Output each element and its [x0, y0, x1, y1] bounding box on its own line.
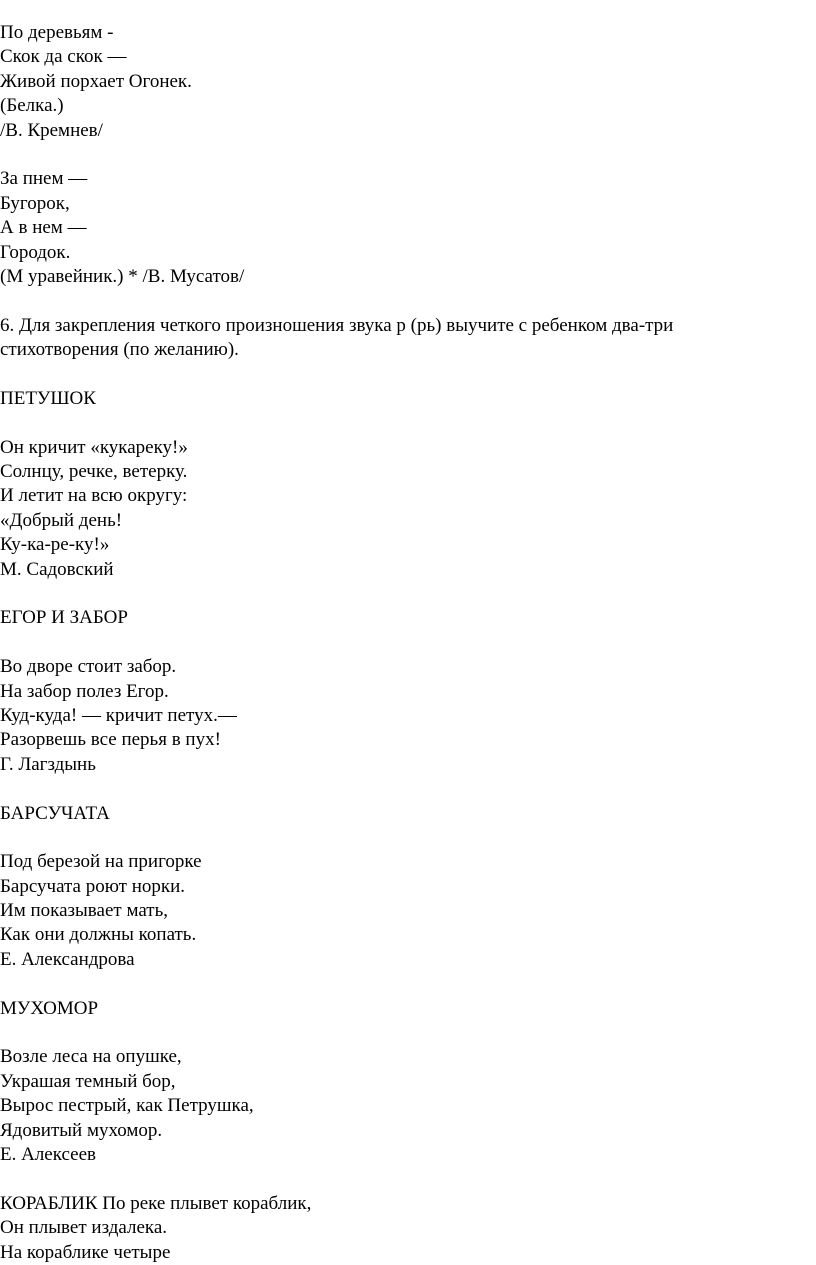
poem-author: Г. Лагздынь	[0, 753, 96, 775]
poem-line: Под березой на пригорке	[0, 851, 202, 873]
poem-line: Разорвешь все перья в пух!	[0, 729, 221, 751]
poem-line: На кораблике четыре	[0, 1241, 171, 1263]
riddle-muravejnik	[0, 167, 800, 289]
poem-line: Куд-куда! — кричит петух.—	[0, 704, 237, 726]
blank-line	[0, 631, 800, 655]
poem-line: А в нем —	[0, 217, 87, 239]
poem-line: Солнцу, речке, ветерку.	[0, 461, 188, 483]
poem-line: И летит на всю округу:	[0, 485, 188, 507]
poem-author: М. Садовский	[0, 558, 114, 580]
riddle-answer: (Белка.)	[0, 95, 64, 117]
riddle-answer-author: (М уравейник.) * /В. Мусатов/	[0, 265, 245, 287]
task-line: 6. Для закрепления четкого произношения звука р (рь) выучите с ребенком два-три	[0, 314, 674, 336]
poem-line: За пнем —	[0, 168, 88, 190]
poem-line: Украшая темный бор,	[0, 1070, 176, 1092]
poem-line: «Добрый день!	[0, 509, 123, 531]
blank-line	[0, 972, 800, 996]
poem-title: ЕГОР И ЗАБОР	[0, 607, 128, 629]
blank-line	[0, 289, 800, 313]
poem-line: Скок да скок —	[0, 46, 127, 68]
blank-line	[0, 826, 800, 850]
poem-title-line: КОРАБЛИК По реке плывет кораблик,	[0, 1192, 312, 1214]
poem-author: Е. Алексеев	[0, 1143, 97, 1165]
poem-line: Ядовитый мухомор.	[0, 1119, 163, 1141]
poem-line: Вырос пестрый, как Петрушка,	[0, 1095, 254, 1117]
task-line: стихотворения (по желанию).	[0, 339, 239, 361]
poem-petushok	[0, 387, 800, 582]
riddle-belka	[0, 21, 800, 143]
blank-line	[0, 1021, 800, 1045]
poem-line: Им показывает мать,	[0, 900, 169, 922]
poem-barsuchata	[0, 802, 800, 973]
poem-muhomor	[0, 997, 800, 1168]
poem-line: Он кричит «кукареку!»	[0, 436, 188, 458]
poem-author: Е. Александрова	[0, 948, 135, 970]
blank-line	[0, 411, 800, 435]
poem-line: Барсучата роют норки.	[0, 875, 186, 897]
poem-egor	[0, 606, 800, 777]
poem-title: БАРСУЧАТА	[0, 802, 110, 824]
blank-line	[0, 362, 800, 386]
blank-line	[0, 777, 800, 801]
poem-title: МУХОМОР	[0, 997, 99, 1019]
poem-line: Как они должны копать.	[0, 924, 197, 946]
blank-line	[0, 1167, 800, 1191]
blank-line	[0, 143, 800, 167]
poem-line: Бугорок,	[0, 192, 70, 214]
poem-line: Ку-ка-ре-ку!»	[0, 534, 110, 556]
poem-line: Возле леса на опушке,	[0, 1046, 182, 1068]
poem-line: По деревьям -	[0, 22, 114, 43]
poem-line: Он плывет издалека.	[0, 1217, 168, 1239]
poem-title: ПЕТУШОК	[0, 387, 96, 409]
poem-line: Городок.	[0, 241, 71, 263]
poem-line: Живой порхает Огонек.	[0, 70, 192, 92]
poem-author: /В. Кремнев/	[0, 119, 103, 141]
document-page	[0, 21, 800, 1265]
task-paragraph	[0, 314, 800, 363]
blank-line	[0, 582, 800, 606]
poem-line: На забор полез Егор.	[0, 680, 169, 702]
poem-line: Во дворе стоит забор.	[0, 656, 177, 678]
